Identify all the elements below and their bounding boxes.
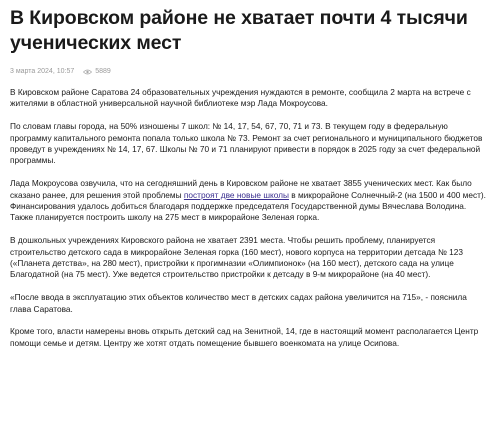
paragraph-1: В Кировском районе Саратова 24 образовательных учреждения нуждаются в ремонте, сообщила 2 марта на встрече с жителями в областной универсальной научной библиотеке мэр Лада Мокроусова. xyxy=(10,87,471,109)
eye-icon xyxy=(83,69,92,75)
new-schools-link[interactable]: построят две новые школы xyxy=(183,189,289,200)
article-body xyxy=(10,87,488,349)
paragraph-5: «После ввода в эксплуатацию этих объектов количество мест в детских садах района увеличится на 715», - пояснила глава Саратова. xyxy=(10,292,467,314)
article xyxy=(10,6,488,361)
paragraph-3-after: в микрорайоне Солнечный-2 (на 1500 и 400 мест). Финансирования удалось добиться благодаря поддержке председателя Государственной думы Вячеслава Володина. Также планируется построить школу на 275 мест в микрорайоне Зеленая горка. xyxy=(10,189,486,223)
publish-date: 3 марта 2024, 10:57 xyxy=(10,68,75,75)
paragraph-6: Кроме того, власти намерены вновь открыть детский сад на Зенитной, 14, где в настоящий момент располагается Центр помощи семье и детям. Центру же хотят отдать помещение бывшего военкомата на улице Осипова. xyxy=(10,326,479,348)
views-count: 5889 xyxy=(95,68,111,75)
article-title: В Кировском районе не хватает почти 4 тысячи ученических мест xyxy=(10,7,468,54)
article-meta xyxy=(10,67,488,76)
paragraph-4: В дошкольных учреждениях Кировского района не хватает 2391 места. Чтобы решить проблему, планируется строительство детского сада в микрорайоне Зеленая горка (160 мест), нового корпуса на территории детсада № 123 («Планета детства», на 280 мест), пристройки к прогимназии «Олимпионок» (на 160 мест), детского сада на улице Благодатной (на 75 мест). Уже ведется строительство пристройки к детсаду в 9-м микрорайоне (на 40 мест). xyxy=(10,235,464,280)
paragraph-3-before: Лада Мокроусова озвучила, что на сегодняшний день в Кировском районе не хватает 3855 ученических мест. Как было сказано ранее, для решения этой проблемы xyxy=(10,178,472,200)
paragraph-3 xyxy=(10,178,488,224)
paragraph-2: По словам главы города, на 50% изношены 7 школ: № 14, 17, 54, 67, 70, 71 и 73. В текущем году в федеральную программу капитального ремонта попала только школа № 73. Ремонт за счет регионального и муниципального бюджетов проведут в учреждениях № 14, 17, 67. Школы № 70 и 71 планируют привести в порядок в 2025 году за счет федеральной программы. xyxy=(10,121,483,166)
